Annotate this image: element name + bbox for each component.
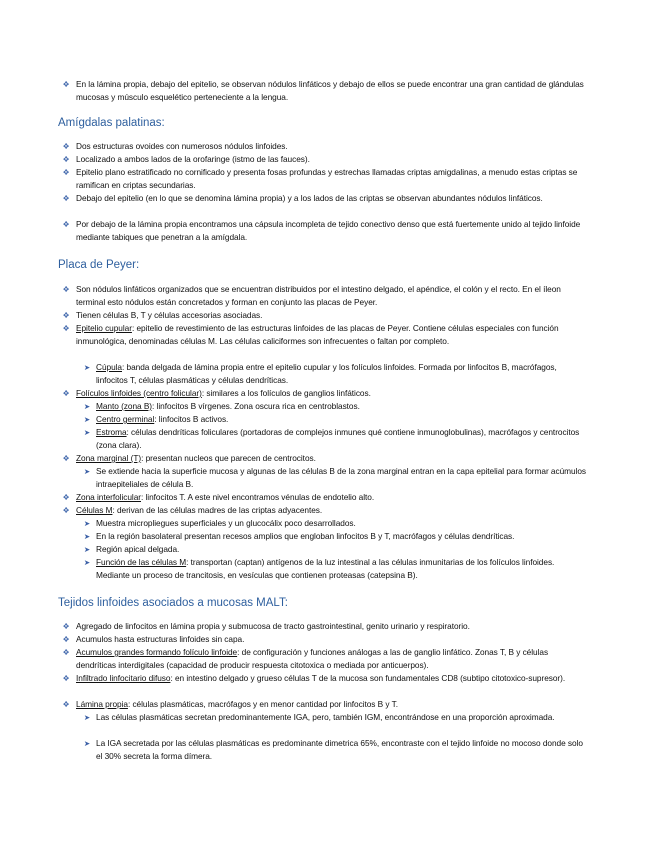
item-term: Epitelio cupular xyxy=(76,323,132,333)
list-subitem xyxy=(83,711,588,724)
arrow-bullet-icon: ➤ xyxy=(83,519,91,528)
arrow-bullet-icon: ➤ xyxy=(83,402,91,411)
list-item xyxy=(62,698,588,711)
item-text: Dos estructuras ovoides con numerosos nódulos linfoides. xyxy=(76,141,288,151)
diamond-bullet-icon: ❖ xyxy=(62,155,70,164)
item-text: : linfocitos T. A este nivel encontramos vénulas de endotelio alto. xyxy=(141,492,375,502)
list-subitem xyxy=(83,517,588,530)
item-text: : transportan (captan) antígenos de la luz intestinal a las células inmunitarias de los folículos linfoides. Mediante un proceso de trancitosis, en vesículas que contienen proteasas (catepsina B). xyxy=(96,557,555,581)
diamond-bullet-icon: ❖ xyxy=(62,142,70,151)
item-text: Agregado de linfocitos en lámina propia y submucosa de tracto gastrointestinal, genito urinario y respiratorio. xyxy=(76,621,470,631)
arrow-bullet-icon: ➤ xyxy=(83,713,91,722)
list-item xyxy=(62,491,588,504)
item-term: Células M xyxy=(76,505,113,515)
item-text: : linfocitos B activos. xyxy=(154,414,229,424)
list-item xyxy=(62,192,588,205)
list-item xyxy=(62,283,588,309)
item-text: Localizado a ambos lados de la orofaringe (istmo de las fauces). xyxy=(76,154,310,164)
item-text: : derivan de las células madres de las criptas adyacentes. xyxy=(112,505,323,515)
item-text: La IGA secretada por las células plasmáticas es predominante dimetrica 65%, encontraste con el tejido linfoide no mocoso donde solo el 30% secreta la forma dímera. xyxy=(96,738,583,762)
item-term: Acumulos grandes formando folículo linfoide xyxy=(76,647,238,657)
diamond-bullet-icon: ❖ xyxy=(62,194,70,203)
item-term: Centro germinal xyxy=(96,414,155,424)
diamond-bullet-icon: ❖ xyxy=(62,168,70,177)
list-subitem xyxy=(83,543,588,556)
list-item xyxy=(62,153,588,166)
diamond-bullet-icon: ❖ xyxy=(62,311,70,320)
item-text: Por debajo de la lámina propia encontramos una cápsula incompleta de tejido conectivo denso que está fuertemente unido al tejido linfoide mediante tabiques que penetran a la amígdala. xyxy=(76,219,581,243)
list-item xyxy=(62,387,588,400)
arrow-bullet-icon: ➤ xyxy=(83,739,91,748)
arrow-bullet-icon: ➤ xyxy=(83,558,91,567)
item-term: Zona marginal (T) xyxy=(76,453,142,463)
item-term: Función de las células M xyxy=(96,557,187,567)
item-term: Estroma xyxy=(96,427,127,437)
diamond-bullet-icon: ❖ xyxy=(62,700,70,709)
item-text: : de configuración y funciones análogas a las de ganglio linfático. Zonas T, B y células dendríticas interdigitales (capacidad de producir respuesta citotoxica o mediada por anticuerpos). xyxy=(76,647,549,671)
arrow-bullet-icon: ➤ xyxy=(83,415,91,424)
diamond-bullet-icon: ❖ xyxy=(62,324,70,333)
item-term: Folículos linfoides (centro folicular) xyxy=(76,388,202,398)
list-item xyxy=(62,620,588,633)
diamond-bullet-icon: ❖ xyxy=(62,389,70,398)
item-text: Debajo del epitelio (en lo que se denomina lámina propia) y a los lados de las criptas se observan abundantes nódulos linfáticos. xyxy=(76,193,543,203)
item-text: : células dendríticas foliculares (portadoras de complejos inmunes qué contiene inmunoglobulinas), macrófagos y centrocitos (zona clara). xyxy=(96,427,580,451)
diamond-bullet-icon: ❖ xyxy=(62,220,70,229)
item-term: Infiltrado linfocitario difuso xyxy=(76,673,171,683)
list-subitem xyxy=(83,465,588,491)
item-text: Muestra micropliegues superficiales y un glucocálix poco desarrollados. xyxy=(96,518,356,528)
item-text: : banda delgada de lámina propia entre el epitelio cupular y los folículos linfoides. Formada por linfocitos B, macrófagos, linfocitos T, células plasmáticas y células dendríticas. xyxy=(96,362,557,386)
list-subitem xyxy=(83,426,588,452)
item-term: Manto (zona B) xyxy=(96,401,153,411)
list-subitem xyxy=(83,361,588,387)
diamond-bullet-icon: ❖ xyxy=(62,285,70,294)
item-text: : epitelio de revestimiento de las estructuras linfoides de las placas de Peyer. Contiene células especiales con función inmunológica, denominadas células M. Las células caliciformes son infrecuentes o faltan por completo. xyxy=(76,323,559,347)
item-text: Tienen células B, T y células accesorias asociadas. xyxy=(76,310,263,320)
intro-item xyxy=(62,78,588,104)
item-text: : similares a los folículos de ganglios linfáticos. xyxy=(201,388,371,398)
item-term: Zona interfolicular xyxy=(76,492,141,502)
list-item xyxy=(62,672,588,685)
item-text: Epitelio plano estratificado no cornificado y presenta fosas profundas y estrechas llamadas criptas amigdalinas, a menudo estas criptas se ramifican en criptas secundarias. xyxy=(76,167,578,191)
list-item xyxy=(62,646,588,672)
item-text: : células plasmáticas, macrófagos y en menor cantidad por linfocitos B y T. xyxy=(127,699,398,709)
item-text: Región apical delgada. xyxy=(96,544,180,554)
section-heading-malt: Tejidos linfoides asociados a mucosas MALT: xyxy=(58,597,288,609)
section-heading-placa-peyer: Placa de Peyer: xyxy=(58,259,140,271)
item-text: Acumulos hasta estructuras linfoides sin capa. xyxy=(76,634,245,644)
item-term: Lámina propia xyxy=(76,699,128,709)
list-item xyxy=(62,452,588,465)
arrow-bullet-icon: ➤ xyxy=(83,545,91,554)
list-item xyxy=(62,166,588,192)
arrow-bullet-icon: ➤ xyxy=(83,532,91,541)
arrow-bullet-icon: ➤ xyxy=(83,467,91,476)
item-text: Son nódulos linfáticos organizados que se encuentran distribuidos por el intestino delgado, el apéndice, el colón y el recto. En el íleon terminal esto nódulos están concretados y forman en conjunto las placas de Peyer. xyxy=(76,284,561,308)
list-subitem xyxy=(83,737,588,763)
list-subitem xyxy=(83,413,588,426)
diamond-bullet-icon: ❖ xyxy=(62,454,70,463)
item-text: Las células plasmáticas secretan predominantemente IGA, pero, también IGM, encontrándose en una proporción aproximada. xyxy=(96,712,555,722)
item-text: Se extiende hacia la superficie mucosa y algunas de las células B de la zona marginal entran en la capa epitelial para formar acúmulos intraepiteliales de célula B. xyxy=(96,466,587,490)
diamond-bullet-icon: ❖ xyxy=(62,80,70,89)
diamond-bullet-icon: ❖ xyxy=(62,674,70,683)
arrow-bullet-icon: ➤ xyxy=(83,363,91,372)
list-item xyxy=(62,140,588,153)
item-text: : linfocitos B vírgenes. Zona oscura rica en centroblastos. xyxy=(152,401,360,411)
item-text: : presentan nucleos que parecen de centrocitos. xyxy=(141,453,316,463)
diamond-bullet-icon: ❖ xyxy=(62,622,70,631)
list-item xyxy=(62,309,588,322)
diamond-bullet-icon: ❖ xyxy=(62,648,70,657)
item-term: Cúpula xyxy=(96,362,122,372)
list-subitem xyxy=(83,400,588,413)
item-text: En la región basolateral presentan recesos amplios que engloban linfocitos B y T, macrófagos y células dendríticas. xyxy=(96,531,515,541)
arrow-bullet-icon: ➤ xyxy=(83,428,91,437)
item-text: : en intestino delgado y grueso células T de la mucosa son fundamentales CD8 (subtipo citotoxico-supresor). xyxy=(170,673,566,683)
list-item xyxy=(62,633,588,646)
list-subitem xyxy=(83,530,588,543)
intro-text: En la lámina propia, debajo del epitelio, se observan nódulos linfáticos y debajo de ellos se puede encontrar una gran cantidad de glándulas mucosas y músculo esquelético perteneciente a la lengua. xyxy=(76,79,584,103)
diamond-bullet-icon: ❖ xyxy=(62,635,70,644)
diamond-bullet-icon: ❖ xyxy=(62,493,70,502)
list-item xyxy=(62,218,588,244)
section-heading-amigdalas: Amígdalas palatinas: xyxy=(58,117,165,129)
list-subitem xyxy=(83,556,588,582)
diamond-bullet-icon: ❖ xyxy=(62,506,70,515)
list-item xyxy=(62,322,588,348)
list-item xyxy=(62,504,588,517)
